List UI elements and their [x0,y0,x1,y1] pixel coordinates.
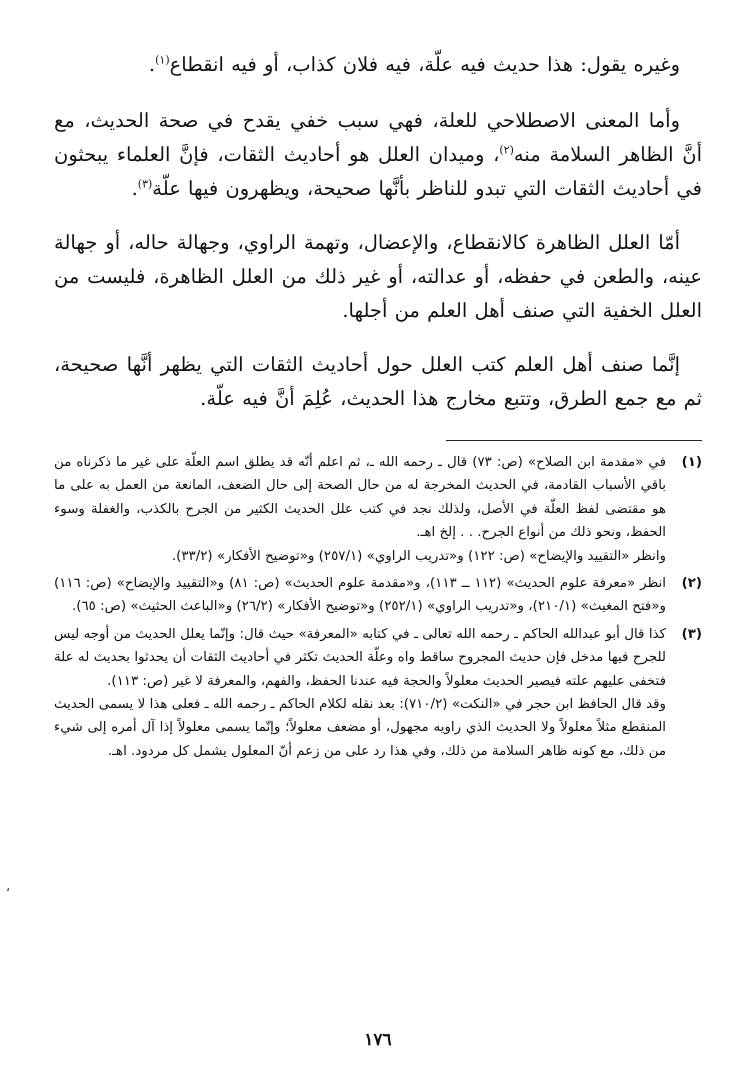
paragraph-2 [54,104,702,206]
footnote-ref-2[interactable]: (٢) [499,143,514,157]
footnote-ref-1[interactable]: (١) [155,53,170,67]
page-number: ١٧٦ [364,1030,392,1050]
footnote-3 [54,623,702,763]
footnote-body [54,451,666,568]
paragraph-1-text: وغيره يقول: هذا حديث فيه علّة، فيه فلان كذاب، أو فيه انقطاع [169,53,680,76]
paragraph-2-end: . [131,177,138,200]
footnotes [54,451,702,763]
paragraph-3: أمّا العلل الظاهرة كالانقطاع، والإعضال، وتهمة الراوي، وجهالة حاله، أو جهالة عينه، والطعن في حفظه، أو عدالته، أو غير ذلك من العلل الظاهرة، فليست من العلل الخفية التي صنف أهل العلم من أجلها. [54,231,702,322]
footnote-line: وقد قال الحافظ ابن حجر في «النكت» (٧١٠/٢): بعد نقله لكلام الحاكم ـ رحمه الله ـ فعلى هذا لا يسمى الحديث المنقطع مثلاً معلولاً ولا الحديث الذي راويه مجهول، أو مضعف معلولاً؛ وإنّما يسمى معلولاً إذا آل أمره إلى شيء من ذلك، مع كونه ظاهر السلامة من ذلك، وفي هذا رد على من زعم أنّ المعلول يشمل كل مردود. اهـ. [54,697,666,759]
paragraph-2-text-a: وأما المعنى الاصطلاحي للعلة، فهي سبب خفي يقدح في صحة الحديث، مع أنَّ الظاهر السلامة منه [54,109,702,166]
margin-mark: ، [6,880,10,894]
footnote-ref-3[interactable]: (٣) [137,177,153,191]
footnote-2 [54,572,702,619]
paragraph-4: إنَّما صنف أهل العلم كتب العلل حول أحاديث الثقات التي يظهر أنَّها صحيحة، ثم مع جمع الطرق، وتتبع مخارج هذا الحديث، عُلِمَ أنَّ فيه علّة. [54,353,702,410]
footnote-line: في «مقدمة ابن الصلاح» (ص: ٧٣) قال ـ رحمه الله ـ، ثم اعلم أنّه قد يطلق اسم العلّة على غير ما ذكرناه من باقي الأسباب القادمة، في الحديث المخرجة له من حال الصحة إلى حال الضعف، المانعة من العمل به على ما هو مقتضى لفظ العلّة في الأصل، ولذلك نجد في كتب علل الحديث الكثير من الجرح بالكذب، والغفلة وسوء الحفظ، ونحو ذلك من أنواع الجرح. . . إلخ اهـ. [54,455,667,541]
footnote-divider [446,440,702,441]
footnote-body [54,623,666,763]
footnote-number: (١) [681,455,702,470]
footnote-line: وانظر «التقييد والإيضاح» (ص: ١٢٢) و«تدريب الراوي» (٢٥٧/١) و«توضيح الأفكار» (٣٣/٢). [171,548,666,564]
paragraph-1 [54,48,702,82]
footnote-line: كذا قال أبو عبدالله الحاكم ـ رحمه الله تعالى ـ في كتابه «المعرفة» حيث قال: وإنّما يعلل الحديث من أوجه ليس للجرح فيها مدخل فإن حديث المجروح ساقط واه وعلّة الحديث تكثر في أحاديث الثقات أن يحدثوا بحديث له علة فتخفى عليهم علته فيصير الحديث معلولاً والحجة فيه عندنا الحفظ، والفهم، والمعرفة لا غير (ص: ١١٣). [54,626,666,689]
footnote-body [54,572,666,619]
paragraph-2-text-b: ، وميدان العلل هو أحاديث الثقات، فإنَّ العلماء يبحثون في أحاديث الثقات التي تبدو للناظر بأنَّها صحيحة، ويظهرون فيها علّة [54,143,702,200]
footnote-number: (٢) [681,576,702,592]
footnote-number: (٣) [681,626,702,642]
footnote-line: انظر «معرفة علوم الحديث» (١١٢ ــ ١١٣)، و«مقدمة علوم الحديث» (ص: ٨١) و«التقييد والإيضاح» (ص: ١١٦) و«فتح المغيث» (٢١٠/١)، و«تدريب الراوي» (٢٥٢/١) و«توضيح الأفكار» (٢٦/٢) و«الباعث الحثيث» (ص: ٦٥). [54,576,667,615]
main-text [54,48,702,416]
paragraph-1-end: . [148,53,156,76]
footnote-1 [54,451,702,568]
book-page [54,48,702,1068]
